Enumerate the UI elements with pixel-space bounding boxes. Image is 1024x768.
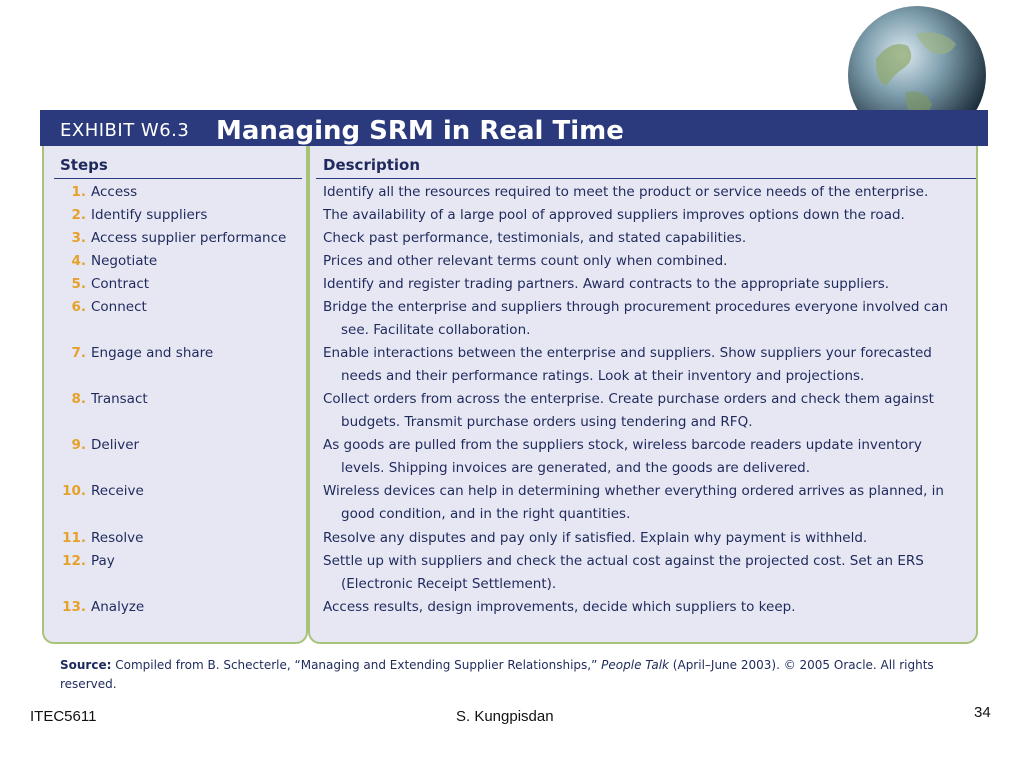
step-name: Transact [91, 391, 148, 407]
exhibit-label: EXHIBIT W6.3 [60, 120, 190, 141]
step-number: 13. [62, 599, 86, 615]
step-number: 3. [71, 230, 86, 246]
step-description: Resolve any disputes and pay only if satisfied. Explain why payment is withheld. [323, 530, 868, 546]
step-number: 1. [71, 184, 86, 200]
step-name: Identify suppliers [91, 207, 208, 223]
step-description: Settle up with suppliers and check the actual cost against the projected cost. Set an ERS (Electronic Receipt Settlement). [323, 553, 924, 592]
step-description: As goods are pulled from the suppliers stock, wireless barcode readers update inventory levels. Shipping invoices are generated, and the goods are delivered. [323, 437, 922, 476]
step-description: Wireless devices can help in determining whether everything ordered arrives as planned, in good condition, and in the right quantities. [323, 483, 944, 522]
footer-page-number: 34 [974, 704, 991, 721]
source-label: Source: [60, 658, 112, 672]
step-description: Identify all the resources required to meet the product or service needs of the enterprise. [323, 184, 929, 200]
step-description: Prices and other relevant terms count only when combined. [323, 253, 728, 269]
step-number: 7. [71, 345, 86, 361]
step-description: Access results, design improvements, decide which suppliers to keep. [323, 599, 796, 615]
footer-author: S. Kungpisdan [456, 708, 554, 725]
footer-course: ITEC5611 [30, 708, 97, 725]
step-name: Contract [91, 276, 150, 292]
step-name: Connect [91, 299, 147, 315]
step-number: 11. [62, 530, 86, 546]
step-number: 8. [71, 391, 86, 407]
step-description: The availability of a large pool of approved suppliers improves options down the road. [323, 207, 905, 223]
step-name: Analyze [91, 599, 145, 615]
step-number: 6. [71, 299, 86, 315]
step-name: Resolve [91, 530, 144, 546]
step-description: Identify and register trading partners. Award contracts to the appropriate suppliers. [323, 276, 890, 292]
step-name: Access supplier performance [91, 230, 287, 246]
step-name: Deliver [91, 437, 140, 453]
step-name: Engage and share [91, 345, 214, 361]
step-name: Pay [91, 553, 115, 569]
source-italic: People Talk [601, 658, 669, 672]
step-description: Enable interactions between the enterprise and suppliers. Show suppliers your forecasted needs and their performance ratings. Look at their inventory and projections. [323, 345, 932, 384]
source-text-before: Compiled from B. Schecterle, “Managing and Extending Supplier Relationships,” [111, 658, 602, 672]
step-name: Receive [91, 483, 144, 499]
step-description: Check past performance, testimonials, and stated capabilities. [323, 230, 747, 246]
step-name: Negotiate [91, 253, 158, 269]
description-header: Description [323, 156, 421, 174]
steps-header: Steps [60, 156, 108, 174]
source-note [60, 656, 970, 694]
step-number: 2. [71, 207, 86, 223]
step-number: 10. [62, 483, 86, 499]
description-header-rule [316, 178, 976, 179]
step-number: 12. [62, 553, 86, 569]
exhibit-title: Managing SRM in Real Time [216, 116, 624, 146]
source-text-after: (April–June 2003). © 2005 Oracle. All rights reserved. [60, 658, 934, 691]
exhibit-table [40, 110, 988, 655]
exhibit-banner [40, 110, 988, 146]
step-description: Bridge the enterprise and suppliers through procurement procedures everyone involved can see. Facilitate collaboration. [323, 299, 948, 338]
step-name: Access [91, 184, 138, 200]
step-number: 9. [71, 437, 86, 453]
step-description: Collect orders from across the enterprise. Create purchase orders and check them against budgets. Transmit purchase orders using tendering and RFQ. [323, 391, 934, 430]
step-number: 5. [71, 276, 86, 292]
step-number: 4. [71, 253, 86, 269]
steps-header-rule [54, 178, 302, 179]
